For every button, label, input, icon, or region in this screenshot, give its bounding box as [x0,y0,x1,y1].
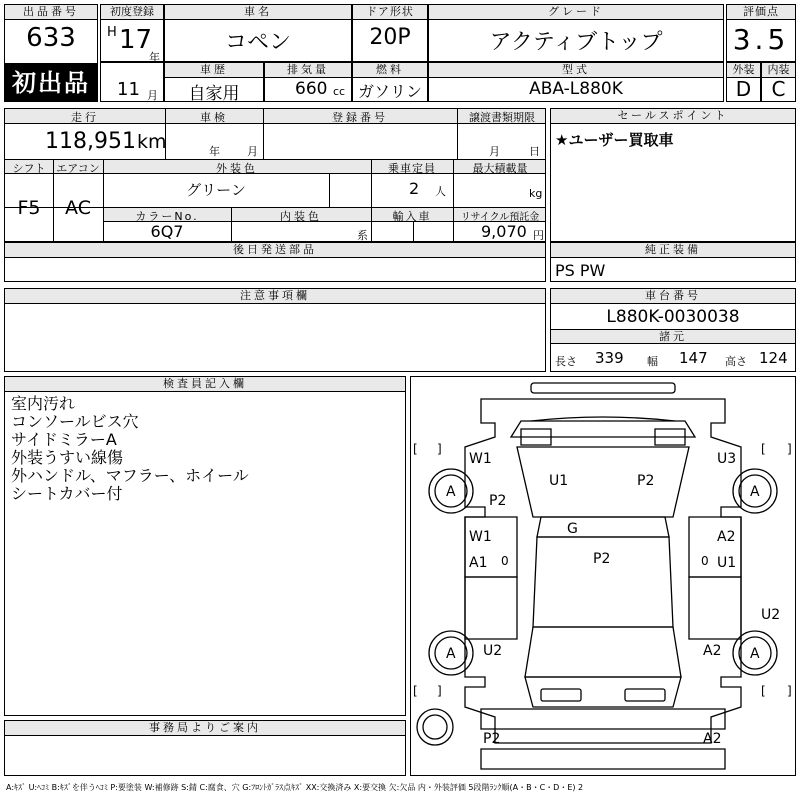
displacement-label: 排気量 [265,63,351,78]
score-label: 評価点 [727,5,795,20]
score-cell [726,4,796,62]
wheel-fr-mark: A [750,484,760,500]
car-name-cell [164,4,352,62]
capacity-unit: 人 [435,185,446,198]
displacement-unit: cc [333,85,346,98]
width-value: 147 [679,349,708,367]
import-label: 輸入車 [392,210,432,223]
mark-p2-center: P2 [593,551,611,567]
shift-label: シフト [12,162,46,175]
car-name: コペン [224,30,291,55]
chassis-number: L880K-0030038 [606,307,740,327]
era: H [107,25,117,40]
bracket-left-2: [ [761,442,766,456]
wheel-rl-mark: A [446,646,456,662]
recycle-unit: 円 [533,229,544,242]
shift-value: F5 [17,197,41,219]
fuel-value: ガソリン [357,82,422,101]
bracket-right-1: ] [437,442,442,456]
exterior-grade-label: 外装 [727,63,760,78]
model-label: 型式 [429,63,723,78]
transfer-day-unit: 日 [529,145,540,158]
grade-label: グレード [429,5,723,20]
mark-u2-rear: U2 [483,643,503,659]
mark-p2-left: P2 [489,493,507,509]
car-outline [411,377,795,775]
history-value: 自家用 [188,84,240,104]
int-color-unit: 系 [357,229,368,242]
inspector-line: コンソールビス穴 [11,412,139,431]
inspector-line: シートカバー付 [11,484,123,503]
fuel-cell [352,62,428,102]
height-value: 124 [759,349,788,367]
inspector-cell [4,376,406,716]
bracket-right-4: ] [787,684,792,698]
first-listing-badge [4,64,98,102]
color-no-label: カラーNo. [135,210,199,223]
lot-number-cell [4,4,98,64]
reg-year: 17 [119,25,153,55]
inspection-year-unit: 年 [209,145,220,158]
mark-u1-roof: U1 [549,473,569,489]
later-parts-label: 後日発送部品 [5,243,545,258]
bracket-left-4: [ [761,684,766,698]
load-label: 最大積載量 [472,162,528,175]
mileage-label: 走行 [71,111,99,124]
color-no-value: 6Q7 [150,222,184,241]
ac-value: AC [65,197,91,219]
spec-grid [4,108,546,242]
inspection-label: 車検 [200,111,228,124]
door-cell [352,4,428,62]
year-unit: 年 [149,51,160,64]
inspector-line: 室内汚れ [11,394,76,413]
door-label: ドア形状 [353,5,427,20]
bracket-right-3: ] [437,684,442,698]
inspection-month-unit: 月 [247,145,258,158]
width-label: 幅 [647,355,658,368]
inspector-lines [11,395,249,503]
mark-u1-side: U1 [717,555,737,571]
lot-number-label: 出品番号 [5,5,97,20]
chassis-label: 車台番号 [551,289,795,304]
inspector-line: サイドミラーA [11,430,117,449]
legend: A:ｷｽﾞ U:ﾍｺﾐ B:ｷｽﾞを伴うﾍｺﾐ P:要塗装 W:補修跡 S:錆 C:腐食、穴 G:ﾌﾛﾝﾄｶﾞﾗｽ点ｷｽﾞ XX:交換済み X:要交換 欠:欠品 内・外装評価 5段階ﾗﾝｸ順(A・B・C・D・E) 2 [6,783,584,792]
capacity-label: 乗車定員 [388,162,436,175]
door-value: 20P [369,25,411,50]
mark-w1-top: W1 [469,451,492,467]
equipment-label: 純正装備 [551,243,795,258]
bracket-left-1: [ [413,442,418,456]
mark-u2-right: U2 [761,607,781,623]
lot-number: 633 [26,23,76,53]
model-cell [428,62,724,102]
mark-w1-side: W1 [469,529,492,545]
displacement-cell [264,62,352,102]
bracket-right-2: ] [787,442,792,456]
month-cell [100,62,164,102]
sales-point-label: セールスポイント [551,109,795,124]
wheel-rr-mark: A [750,646,760,662]
mark-a1-side: A1 [469,555,488,571]
sales-point-text: ★ユーザー買取車 [555,131,674,149]
mark-u3-top: U3 [717,451,737,467]
zero-left: 0 [501,554,509,568]
damage-diagram [410,376,796,776]
car-name-label: 車名 [165,5,351,20]
mark-g: G [567,521,578,537]
first-listing-text: 初出品 [12,69,90,97]
interior-grade-label: 内装 [762,63,795,78]
spec-label: 諸元 [551,330,795,344]
month-unit: 月 [147,89,158,102]
mark-a2-side: A2 [717,529,736,545]
equipment-cell [550,242,796,282]
grade-value: アクティブトップ [489,30,663,55]
inspector-line: 外装うすい線傷 [11,448,124,467]
chassis-cell [550,288,796,372]
color-value: グリーン [186,181,246,199]
registration-cell [100,4,164,62]
mark-a2-bottom: A2 [703,731,722,747]
recycle-label: リサイクル預託金 [460,212,540,223]
inspector-label: 検査員記入欄 [5,377,405,392]
capacity-value: 2 [409,179,420,198]
zero-right: 0 [701,554,709,568]
transfer-label: 譲渡書類期限 [469,111,535,124]
later-parts-cell [4,242,546,282]
mileage-unit: km [137,131,167,153]
recycle-value: 9,070 [481,222,527,241]
registration-label: 初度登録 [101,5,163,20]
mileage-value: 118,951 [45,129,136,154]
fuel-label: 燃料 [353,63,427,78]
grade-cell [428,4,724,62]
transfer-month-unit: 月 [489,145,500,158]
interior-grade-cell [761,62,796,102]
notes-label: 注意事項欄 [5,289,545,304]
height-label: 高さ [725,355,747,368]
mark-p2-roof: P2 [637,473,655,489]
office-label: 事務局よりご案内 [5,721,405,736]
bracket-left-3: [ [413,684,418,698]
equipment-text: PS PW [555,261,606,280]
color-label: 外装色 [216,162,258,175]
load-unit: kg [529,187,543,200]
mark-p2-bottom: P2 [483,731,501,747]
sales-point-cell [550,108,796,242]
exterior-grade: D [735,77,752,101]
history-label: 車歴 [165,63,263,78]
reg-month: 11 [117,79,140,100]
office-cell [4,720,406,776]
inspector-line: 外ハンドル、マフラー、ホイール [11,466,249,485]
history-cell [164,62,264,102]
int-color-label: 内装色 [280,210,322,223]
score-value: 3.5 [732,23,790,56]
ac-label: エアコン [56,162,100,175]
interior-grade: C [771,77,786,101]
plate-label: 登録番号 [332,111,388,124]
notes-cell [4,288,546,372]
exterior-grade-cell [726,62,761,102]
mark-a2-rear: A2 [703,643,722,659]
model-value: ABA-L880K [529,79,623,99]
displacement-value: 660 [295,79,328,99]
wheel-fl-mark: A [446,484,456,500]
length-label: 長さ [555,355,577,368]
length-value: 339 [595,349,624,367]
